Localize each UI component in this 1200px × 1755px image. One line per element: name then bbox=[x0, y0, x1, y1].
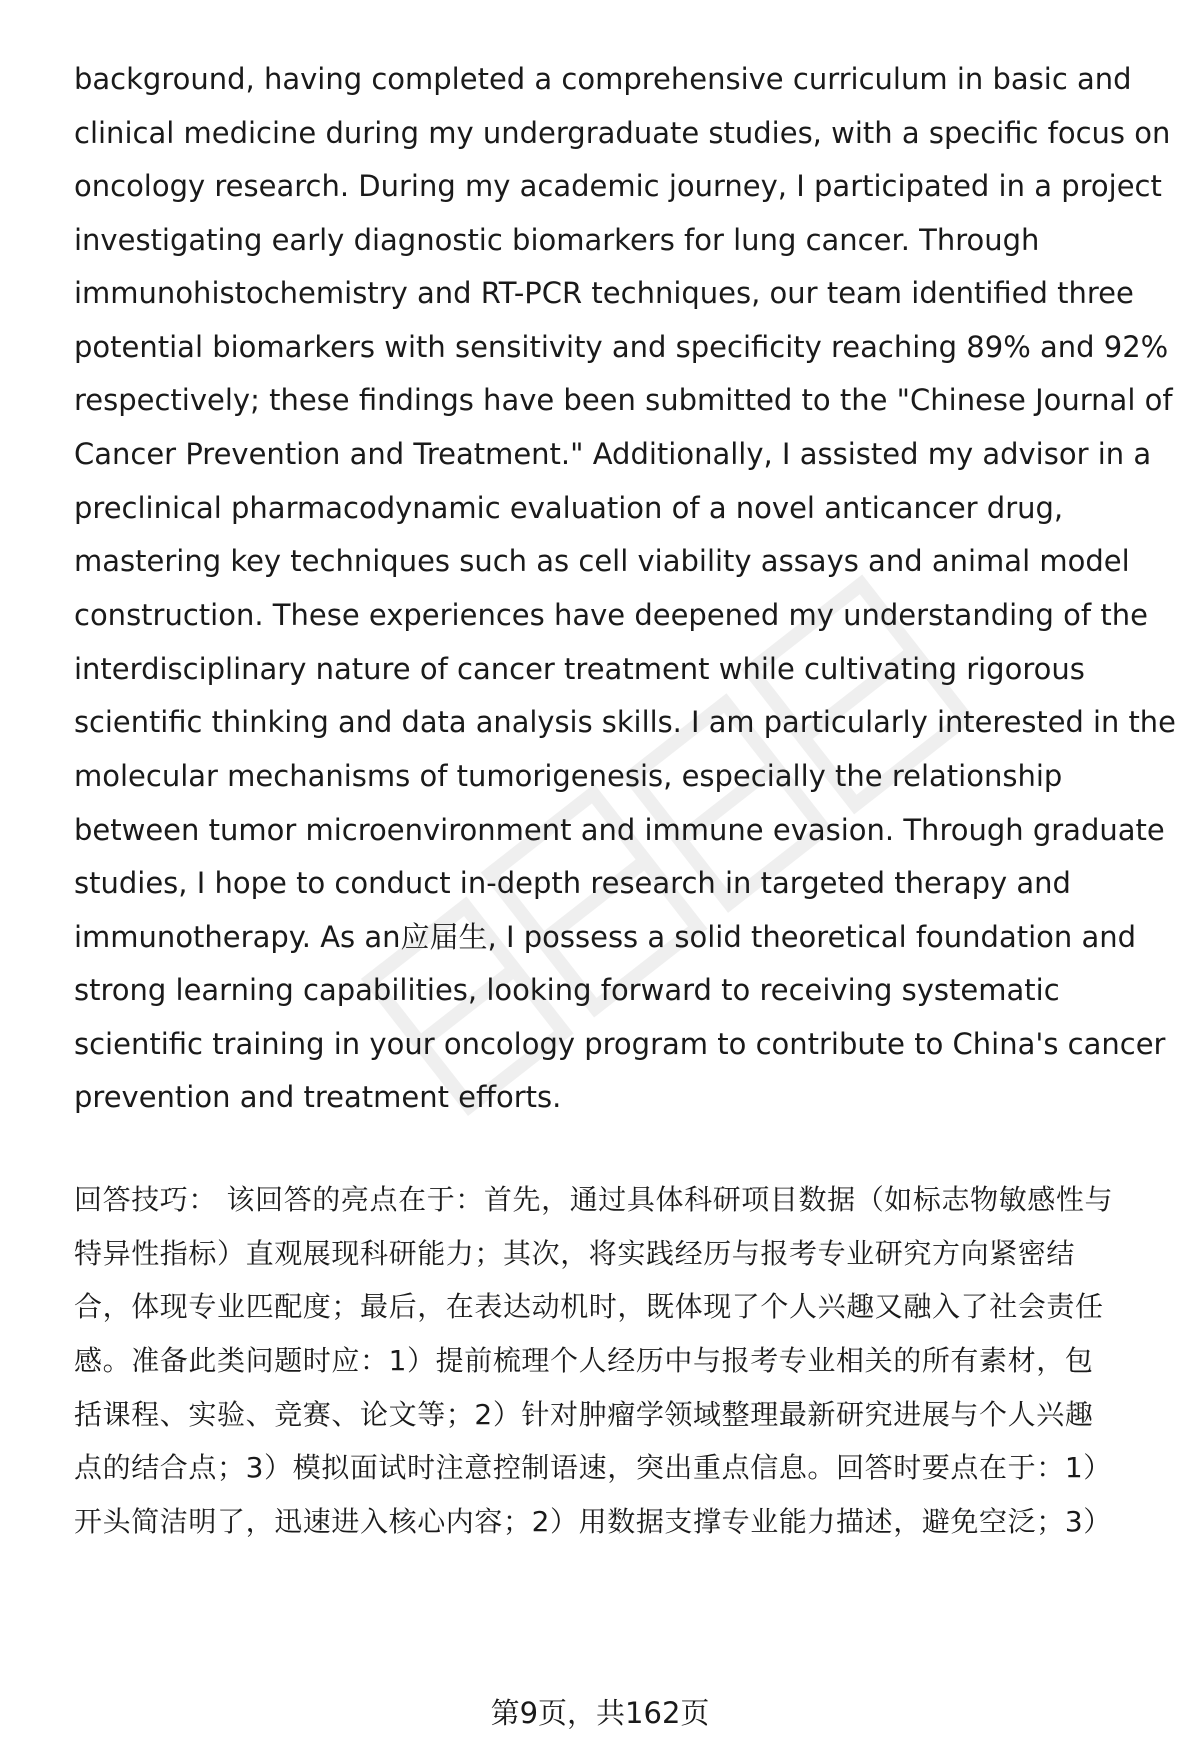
text-line: mastering key techniques such as cell viability assays and animal model bbox=[74, 544, 1130, 578]
text-line: 感。准备此类问题时应：1）提前梳理个人经历中与报考专业相关的所有素材，包 bbox=[74, 1344, 1094, 1377]
text-line: respectively; these findings have been submitted to the "Chinese Journal of bbox=[74, 383, 1173, 417]
text-line: immunotherapy. As an应届生, I possess a solid theoretical foundation and bbox=[74, 920, 1137, 954]
text-line: strong learning capabilities, looking forward to receiving systematic bbox=[74, 973, 1060, 1007]
text-line: studies, I hope to conduct in-depth research in targeted therapy and bbox=[74, 866, 1071, 900]
page-number-footer: 第9页，共162页 bbox=[490, 1696, 710, 1730]
text-line: preclinical pharmacodynamic evaluation of a novel anticancer drug, bbox=[74, 491, 1064, 525]
text-line: background, having completed a comprehensive curriculum in basic and bbox=[74, 62, 1132, 96]
text-line: 回答技巧： 该回答的亮点在于：首先，通过具体科研项目数据（如标志物敏感性与 bbox=[74, 1183, 1114, 1216]
text-line: 开头简洁明了，迅速进入核心内容；2）用数据支撑专业能力描述，避免空泛；3） bbox=[74, 1505, 1112, 1538]
text-line: 点的结合点；3）模拟面试时注意控制语速，突出重点信息。回答时要点在于：1） bbox=[74, 1451, 1112, 1484]
text-line: immunohistochemistry and RT-PCR techniques, our team identified three bbox=[74, 276, 1134, 310]
text-line: scientific training in your oncology program to contribute to China's cancer bbox=[74, 1027, 1166, 1061]
text-line: potential biomarkers with sensitivity and specificity reaching 89% and 92% bbox=[74, 330, 1169, 364]
text-line: oncology research. During my academic journey, I participated in a project bbox=[74, 169, 1162, 203]
text-line: 合，体现专业匹配度；最后，在表达动机时，既体现了个人兴趣又融入了社会责任 bbox=[74, 1290, 1104, 1323]
text-line: interdisciplinary nature of cancer treatment while cultivating rigorous bbox=[74, 652, 1085, 686]
text-line: clinical medicine during my undergraduate studies, with a specific focus on bbox=[74, 116, 1171, 150]
text-line: molecular mechanisms of tumorigenesis, especially the relationship bbox=[74, 759, 1063, 793]
text-line: Cancer Prevention and Treatment." Additionally, I assisted my advisor in a bbox=[74, 437, 1152, 471]
text-line: between tumor microenvironment and immune evasion. Through graduate bbox=[74, 813, 1165, 847]
text-line: 括课程、实验、竞赛、论文等；2）针对肿瘤学领域整理最新研究进展与个人兴趣 bbox=[74, 1398, 1094, 1431]
text-line: prevention and treatment efforts. bbox=[74, 1080, 562, 1114]
text-line: 特异性指标）直观展现科研能力；其次，将实践经历与报考专业研究方向紧密结 bbox=[74, 1237, 1076, 1270]
text-line: investigating early diagnostic biomarkers for lung cancer. Through bbox=[74, 223, 1040, 257]
text-line: scientific thinking and data analysis skills. I am particularly interested in the bbox=[74, 705, 1176, 739]
text-line: construction. These experiences have deepened my understanding of the bbox=[74, 598, 1148, 632]
